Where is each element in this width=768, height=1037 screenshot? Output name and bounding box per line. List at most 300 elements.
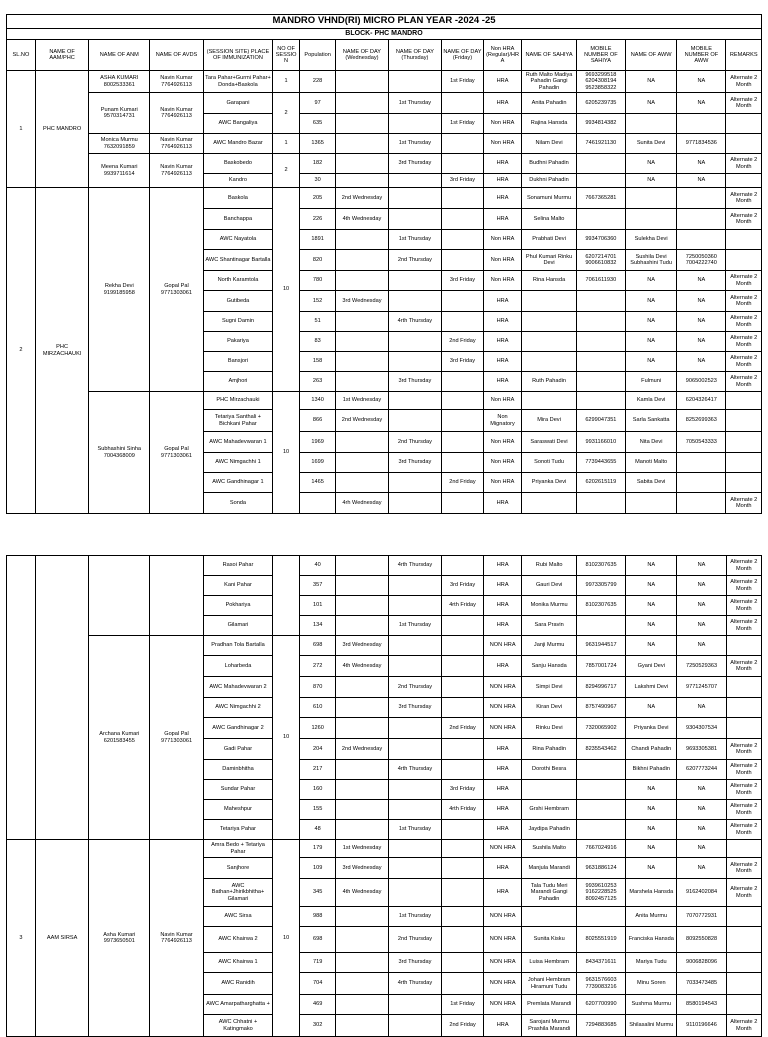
remarks-cell: Alternate 2 Month	[726, 209, 762, 230]
sahiya-name-cell: Anita Pahadin	[522, 93, 577, 114]
aww-mobile-cell: NA	[677, 556, 726, 576]
thursday-cell	[388, 739, 441, 760]
sahiya-name-cell: Monika Murmu	[522, 596, 577, 616]
header-sl-no: SL.NO	[7, 40, 36, 71]
session-count-cell: 10	[273, 636, 300, 840]
sahiya-name-cell	[522, 312, 577, 332]
wednesday-cell	[336, 332, 388, 352]
aww-name-cell: NA	[626, 596, 677, 616]
aww-name-cell: NA	[625, 312, 676, 332]
wednesday-cell: 2nd Wednesday	[336, 188, 388, 209]
population-cell: 780	[299, 271, 335, 291]
aww-mobile-cell: 9771834536	[677, 134, 726, 154]
hra-status-cell: NON HRA	[483, 927, 521, 953]
population-cell: 866	[299, 410, 335, 432]
thursday-cell	[388, 291, 441, 312]
sahiya-mobile-cell	[576, 820, 625, 840]
header-sahiya: NAME OF SAHIYA	[522, 40, 577, 71]
thursday-cell	[388, 188, 441, 209]
thursday-cell	[388, 780, 441, 800]
sahiya-mobile-cell: 6205239735	[576, 93, 625, 114]
hra-status-cell: Non HRA	[483, 271, 521, 291]
hra-status-cell: HRA	[483, 656, 521, 677]
population-cell: 719	[299, 953, 335, 973]
session-site-cell: AWC Nayatola	[203, 230, 273, 250]
remarks-cell	[726, 677, 761, 698]
session-site-cell: Daminbhitha	[203, 760, 273, 780]
aww-mobile-cell: 9162402084	[677, 879, 726, 907]
aww-name-cell: Lakshmi Devi	[626, 677, 677, 698]
thursday-cell	[388, 1015, 441, 1037]
session-site-cell: AWC Bathan+Jhirikbhitha+ Gilamari	[203, 879, 273, 907]
friday-cell: 3rd Friday	[442, 271, 484, 291]
wednesday-cell	[336, 760, 388, 780]
friday-cell	[442, 953, 484, 973]
sahiya-name-cell: Budhni Pahadin	[522, 154, 577, 174]
aww-name-cell: NA	[625, 154, 676, 174]
population-cell: 48	[299, 820, 335, 840]
session-count-cell: 2	[273, 154, 300, 188]
thursday-cell: 4rth Thursday	[388, 312, 441, 332]
remarks-cell	[726, 927, 761, 953]
friday-cell	[442, 410, 484, 432]
population-cell: 1969	[299, 432, 335, 453]
session-site-cell: Banchappa	[203, 209, 273, 230]
remarks-cell	[726, 953, 761, 973]
sahiya-name-cell	[522, 352, 577, 372]
hra-status-cell: NON HRA	[483, 907, 521, 927]
aww-name-cell: Chandi Pahadin	[626, 739, 677, 760]
thursday-cell	[388, 493, 441, 514]
hra-status-cell: NON HRA	[483, 718, 521, 739]
aww-mobile-cell: 7070772931	[677, 907, 726, 927]
remarks-cell: Alternate 2 Month	[726, 493, 762, 514]
remarks-cell: Alternate 2 Month	[726, 800, 761, 820]
population-cell: 302	[299, 1015, 335, 1037]
aww-name-cell: Shilasalini Murmu	[626, 1015, 677, 1037]
sahiya-name-cell	[522, 907, 577, 927]
aww-name-cell: Sunita Devi	[625, 134, 676, 154]
aww-mobile-cell	[677, 188, 726, 209]
population-cell: 228	[299, 71, 335, 93]
aww-name-cell: NA	[625, 271, 676, 291]
sahiya-name-cell: Simpi Devi	[522, 677, 577, 698]
header-no-of-session: NO OF SESSION	[273, 40, 300, 71]
thursday-cell	[388, 271, 441, 291]
wednesday-cell	[336, 907, 388, 927]
wednesday-cell	[336, 71, 388, 93]
hra-status-cell: HRA	[483, 174, 521, 188]
anm-cell: Rekha Devi 9199185958	[89, 188, 150, 392]
sahiya-name-cell: Phul Kumari Rinku Devi	[522, 250, 577, 271]
hra-status-cell: HRA	[483, 576, 521, 596]
sahiya-mobile-cell: 8102307635	[576, 556, 625, 576]
wednesday-cell: 1st Wednesday	[336, 392, 388, 410]
sahiya-name-cell: Rinku Devi	[522, 718, 577, 739]
hra-status-cell: HRA	[483, 596, 521, 616]
wednesday-cell: 4rh Wednesday	[336, 493, 388, 514]
hra-status-cell: HRA	[483, 820, 521, 840]
hra-status-cell: HRA	[483, 332, 521, 352]
aww-mobile-cell: NA	[677, 352, 726, 372]
sahiya-mobile-cell: 9631944517	[576, 636, 625, 656]
session-site-cell: PHC Mirzachauki	[203, 392, 273, 410]
friday-cell: 3rd Friday	[442, 780, 484, 800]
population-cell: 870	[299, 677, 335, 698]
sahiya-mobile-cell	[576, 291, 625, 312]
sahiya-mobile-cell: 8294996717	[576, 677, 625, 698]
aww-mobile-cell: NA	[677, 332, 726, 352]
hra-status-cell: HRA	[483, 616, 521, 636]
aww-mobile-cell: 9771245707	[677, 677, 726, 698]
aww-mobile-cell: NA	[677, 71, 726, 93]
aww-mobile-cell: 6204326417	[677, 392, 726, 410]
wednesday-cell	[336, 820, 388, 840]
hra-status-cell: Non HRA	[483, 250, 521, 271]
remarks-cell	[726, 250, 762, 271]
thursday-cell: 1st Thursday	[388, 230, 441, 250]
session-site-cell: AWC Sirsa	[203, 907, 273, 927]
sahiya-mobile-cell	[576, 493, 625, 514]
thursday-cell	[388, 879, 441, 907]
wednesday-cell	[336, 312, 388, 332]
sahiya-mobile-cell: 7294883685	[576, 1015, 625, 1037]
population-cell: 83	[299, 332, 335, 352]
aam-phc-cell: AAM SIRSA	[35, 840, 88, 1037]
thursday-cell: 3rd Thursday	[388, 372, 441, 392]
sahiya-mobile-cell	[576, 174, 625, 188]
anm-cell: Monica Murmu 7632091859	[89, 134, 150, 154]
aww-mobile-cell: NA	[677, 858, 726, 879]
wednesday-cell	[336, 453, 388, 473]
aam-phc-cell: PHC MIRZACHAUKI	[35, 188, 88, 514]
thursday-cell	[388, 352, 441, 372]
sahiya-mobile-cell: 8757490967	[576, 698, 625, 718]
population-cell: 30	[299, 174, 335, 188]
remarks-cell: Alternate 2 Month	[726, 576, 761, 596]
aww-mobile-cell	[677, 114, 726, 134]
session-site-cell: Sundar Pahar	[203, 780, 273, 800]
remarks-cell: Alternate 2 Month	[726, 820, 761, 840]
sahiya-name-cell	[522, 493, 577, 514]
sahiya-mobile-cell: 6299047351	[576, 410, 625, 432]
aww-name-cell: NA	[626, 556, 677, 576]
hra-status-cell: HRA	[483, 780, 521, 800]
sahiya-name-cell: Janji Murmu	[522, 636, 577, 656]
aww-mobile-cell: 8092550828	[677, 927, 726, 953]
thursday-cell	[388, 718, 441, 739]
sahiya-mobile-cell	[576, 372, 625, 392]
sahiya-mobile-cell: 7461921130	[576, 134, 625, 154]
aww-name-cell: Mariya Tudu	[626, 953, 677, 973]
table-row	[7, 154, 762, 174]
aww-name-cell: NA	[626, 820, 677, 840]
sahiya-name-cell: Dukhni Pahadin	[522, 174, 577, 188]
population-cell: 40	[299, 556, 335, 576]
aww-name-cell: NA	[625, 174, 676, 188]
thursday-cell: 2nd Thursday	[388, 927, 441, 953]
aww-mobile-cell: NA	[677, 291, 726, 312]
session-site-cell: Kandro	[203, 174, 273, 188]
remarks-cell: Alternate 2 Month	[726, 271, 762, 291]
hra-status-cell: NON HRA	[483, 840, 521, 858]
header-remarks: REMARKS	[726, 40, 762, 71]
friday-cell	[442, 188, 484, 209]
wednesday-cell	[336, 556, 388, 576]
wednesday-cell	[336, 473, 388, 493]
aww-mobile-cell: 8580194543	[677, 995, 726, 1015]
friday-cell: 3rd Friday	[442, 352, 484, 372]
aww-mobile-cell: 9304307534	[677, 718, 726, 739]
sahiya-mobile-cell: 7857001724	[576, 656, 625, 677]
sahiya-mobile-cell: 6202615119	[576, 473, 625, 493]
wednesday-cell	[336, 134, 388, 154]
aww-name-cell: Sushila Devi Subhashini Tudu	[625, 250, 676, 271]
hra-status-cell: Non HRA	[483, 392, 521, 410]
wednesday-cell: 3rd Wednesday	[336, 636, 388, 656]
sahiya-mobile-cell	[576, 760, 625, 780]
session-count-cell: 10	[273, 392, 300, 514]
hra-status-cell: NON HRA	[483, 677, 521, 698]
hra-status-cell: HRA	[483, 1015, 521, 1037]
aww-name-cell: NA	[625, 332, 676, 352]
remarks-cell	[726, 907, 761, 927]
table-row	[7, 636, 762, 656]
sahiya-mobile-cell: 8025551919	[576, 927, 625, 953]
sahiya-mobile-cell: 6207700990	[576, 995, 625, 1015]
session-site-cell: Baskola	[203, 188, 273, 209]
thursday-cell	[388, 576, 441, 596]
hra-status-cell: HRA	[483, 291, 521, 312]
sahiya-name-cell: Ruth Pahadin	[522, 372, 577, 392]
wednesday-cell	[336, 718, 388, 739]
session-site-cell: Loharbeda	[203, 656, 273, 677]
thursday-cell	[388, 858, 441, 879]
sahiya-mobile-cell	[576, 800, 625, 820]
friday-cell: 2nd Friday	[442, 473, 484, 493]
aww-mobile-cell: NA	[677, 596, 726, 616]
sahiya-name-cell: Sunita Kisku	[522, 927, 577, 953]
hra-status-cell: HRA	[483, 493, 521, 514]
remarks-cell: Alternate 2 Month	[726, 556, 761, 576]
wednesday-cell	[336, 432, 388, 453]
sl-no-cell: 3	[7, 840, 36, 1037]
aww-mobile-cell	[677, 473, 726, 493]
wednesday-cell	[336, 576, 388, 596]
hra-status-cell: NON HRA	[483, 953, 521, 973]
aww-name-cell: Sushma Murmu	[626, 995, 677, 1015]
thursday-cell: 4rth Thursday	[388, 760, 441, 780]
sahiya-mobile-cell: 6207214701 9006610832	[576, 250, 625, 271]
remarks-cell	[726, 698, 761, 718]
aww-mobile-cell: NA	[677, 576, 726, 596]
population-cell: 205	[299, 188, 335, 209]
hra-status-cell: Non HRA	[483, 134, 521, 154]
session-site-cell: Bansjori	[203, 352, 273, 372]
population-cell	[299, 493, 335, 514]
friday-cell	[442, 372, 484, 392]
sahiya-name-cell: Nilam Devi	[522, 134, 577, 154]
aww-name-cell: Sabita Devi	[625, 473, 676, 493]
aww-name-cell: Minu Soren	[626, 973, 677, 995]
population-cell: 698	[299, 927, 335, 953]
population-cell: 345	[299, 879, 335, 907]
aww-mobile-cell: NA	[677, 154, 726, 174]
aww-mobile-cell: 7050543333	[677, 432, 726, 453]
header-avds: NAME OF AVDS	[150, 40, 203, 71]
friday-cell	[442, 493, 484, 514]
sahiya-name-cell: Sara Pravin	[522, 616, 577, 636]
aww-name-cell: NA	[626, 800, 677, 820]
session-count-cell: 2	[273, 93, 300, 134]
session-count-cell: 10	[273, 840, 300, 1037]
friday-cell: 1st Friday	[442, 995, 484, 1015]
anm-cell: Meena Kumari 9939711614	[89, 154, 150, 188]
wednesday-cell	[336, 973, 388, 995]
wednesday-cell	[336, 780, 388, 800]
hra-status-cell: Non Mignatory	[483, 410, 521, 432]
friday-cell	[442, 760, 484, 780]
sahiya-name-cell: Sarojani Murmu Prashila Marandi	[522, 1015, 577, 1037]
avds-cell	[150, 556, 203, 636]
aww-mobile-cell: NA	[677, 174, 726, 188]
session-site-cell: AWC Amarpatharghatta +	[203, 995, 273, 1015]
thursday-cell	[388, 840, 441, 858]
thursday-cell: 4rth Thursday	[388, 973, 441, 995]
sahiya-mobile-cell	[576, 332, 625, 352]
session-site-cell: Gutibeda	[203, 291, 273, 312]
remarks-cell: Alternate 2 Month	[726, 372, 762, 392]
friday-cell: 4rth Friday	[442, 596, 484, 616]
aww-mobile-cell: NA	[677, 820, 726, 840]
thursday-cell	[388, 473, 441, 493]
micro-plan-table-page-2	[6, 555, 762, 1037]
thursday-cell: 2nd Thursday	[388, 250, 441, 271]
population-cell: 820	[299, 250, 335, 271]
population-cell: 704	[299, 973, 335, 995]
aww-name-cell: NA	[626, 636, 677, 656]
friday-cell: 2nd Friday	[442, 332, 484, 352]
hra-status-cell: NON HRA	[483, 995, 521, 1015]
aww-mobile-cell: 6207773244	[677, 760, 726, 780]
remarks-cell	[726, 114, 762, 134]
thursday-cell	[388, 800, 441, 820]
aww-mobile-cell: 8252699363	[677, 410, 726, 432]
hra-status-cell: HRA	[483, 879, 521, 907]
wednesday-cell	[336, 271, 388, 291]
sahiya-name-cell: Prabhati Devi	[522, 230, 577, 250]
hra-status-cell: HRA	[483, 93, 521, 114]
table-row	[7, 93, 762, 114]
sahiya-name-cell: Johani Hembram Hiramuni Tudu	[522, 973, 577, 995]
sahiya-mobile-cell: 9934706360	[576, 230, 625, 250]
population-cell: 469	[299, 995, 335, 1015]
remarks-cell	[726, 840, 761, 858]
friday-cell: 1st Friday	[442, 71, 484, 93]
sahiya-mobile-cell	[576, 780, 625, 800]
sahiya-name-cell: Priyanka Devi	[522, 473, 577, 493]
wednesday-cell: 4th Wednesday	[336, 879, 388, 907]
anm-cell: ASHA KUMARI 8002533361	[89, 71, 150, 93]
aww-name-cell: Priyanka Devi	[626, 718, 677, 739]
wednesday-cell	[336, 93, 388, 114]
sahiya-mobile-cell: 9631886124	[576, 858, 625, 879]
wednesday-cell	[336, 596, 388, 616]
sahiya-mobile-cell: 9693299518 6204308194 9523858322	[576, 71, 625, 93]
sahiya-name-cell: Kiran Devi	[522, 698, 577, 718]
aww-name-cell: Anita Murmu	[626, 907, 677, 927]
sahiya-mobile-cell: 7667365281	[576, 188, 625, 209]
anm-cell: Archana Kumari 6201583455	[89, 636, 150, 840]
aww-mobile-cell	[677, 209, 726, 230]
aww-mobile-cell: 9065002523	[677, 372, 726, 392]
aww-name-cell: NA	[626, 576, 677, 596]
session-site-cell: AWC Khairwa 2	[203, 927, 273, 953]
avds-cell: Navin Kumar 7764926113	[150, 134, 203, 154]
thursday-cell: 3rd Thursday	[388, 698, 441, 718]
friday-cell	[442, 250, 484, 271]
header-anm: NAME OF ANM	[89, 40, 150, 71]
table-row	[7, 840, 762, 858]
aww-name-cell: Gyani Devi	[626, 656, 677, 677]
wednesday-cell: 4th Wednesday	[336, 209, 388, 230]
population-cell: 217	[299, 760, 335, 780]
aww-mobile-cell: NA	[677, 93, 726, 114]
friday-cell	[442, 230, 484, 250]
remarks-cell	[726, 473, 762, 493]
session-site-cell: AWC Nimgachhi 2	[203, 698, 273, 718]
aww-mobile-cell: NA	[677, 616, 726, 636]
thursday-cell: 1st Thursday	[388, 616, 441, 636]
session-site-cell: AWC Mandro Bazar	[203, 134, 273, 154]
header-wednesday: NAME OF DAY (Wednesday)	[336, 40, 388, 71]
remarks-cell: Alternate 2 Month	[726, 71, 762, 93]
session-site-cell: Tetariya Santhali + Bichkani Pahar	[203, 410, 273, 432]
aww-name-cell: NA	[626, 840, 677, 858]
remarks-cell: Alternate 2 Month	[726, 760, 761, 780]
aww-mobile-cell: NA	[677, 840, 726, 858]
wednesday-cell	[336, 1015, 388, 1037]
wednesday-cell	[336, 616, 388, 636]
aww-name-cell	[625, 493, 676, 514]
remarks-cell: Alternate 2 Month	[726, 879, 761, 907]
table-row	[7, 71, 762, 93]
session-site-cell: AWC Gandhinagar 1	[203, 473, 273, 493]
wednesday-cell	[336, 250, 388, 271]
header-sahiya-mobile: MOBILE NUMBER OF SAHIYA	[576, 40, 625, 71]
thursday-cell: 2nd Thursday	[388, 432, 441, 453]
session-site-cell: AWC Shantinagar Bartalla	[203, 250, 273, 271]
thursday-cell	[388, 114, 441, 134]
friday-cell	[442, 820, 484, 840]
session-site-cell: Tetariya Pahar	[203, 820, 273, 840]
session-site-cell: Gilamari	[203, 616, 273, 636]
friday-cell	[442, 840, 484, 858]
session-count-cell: 10	[273, 188, 300, 392]
session-site-cell: AWC Chhatni + Katingmako	[203, 1015, 273, 1037]
sahiya-mobile-cell: 9934814382	[576, 114, 625, 134]
session-site-cell: Sanjhore	[203, 858, 273, 879]
header-aww-mobile: MOBILE NUMBER OF AWW	[677, 40, 726, 71]
hra-status-cell: HRA	[483, 312, 521, 332]
aww-name-cell: Kamla Devi	[625, 392, 676, 410]
avds-cell: Navin Kumar 7764926113	[150, 840, 203, 1037]
friday-cell	[442, 154, 484, 174]
friday-cell	[442, 858, 484, 879]
sahiya-name-cell: Tala Tudu Meri Marandi Gangi Pahadin	[522, 879, 577, 907]
wednesday-cell	[336, 953, 388, 973]
hra-status-cell: HRA	[483, 858, 521, 879]
